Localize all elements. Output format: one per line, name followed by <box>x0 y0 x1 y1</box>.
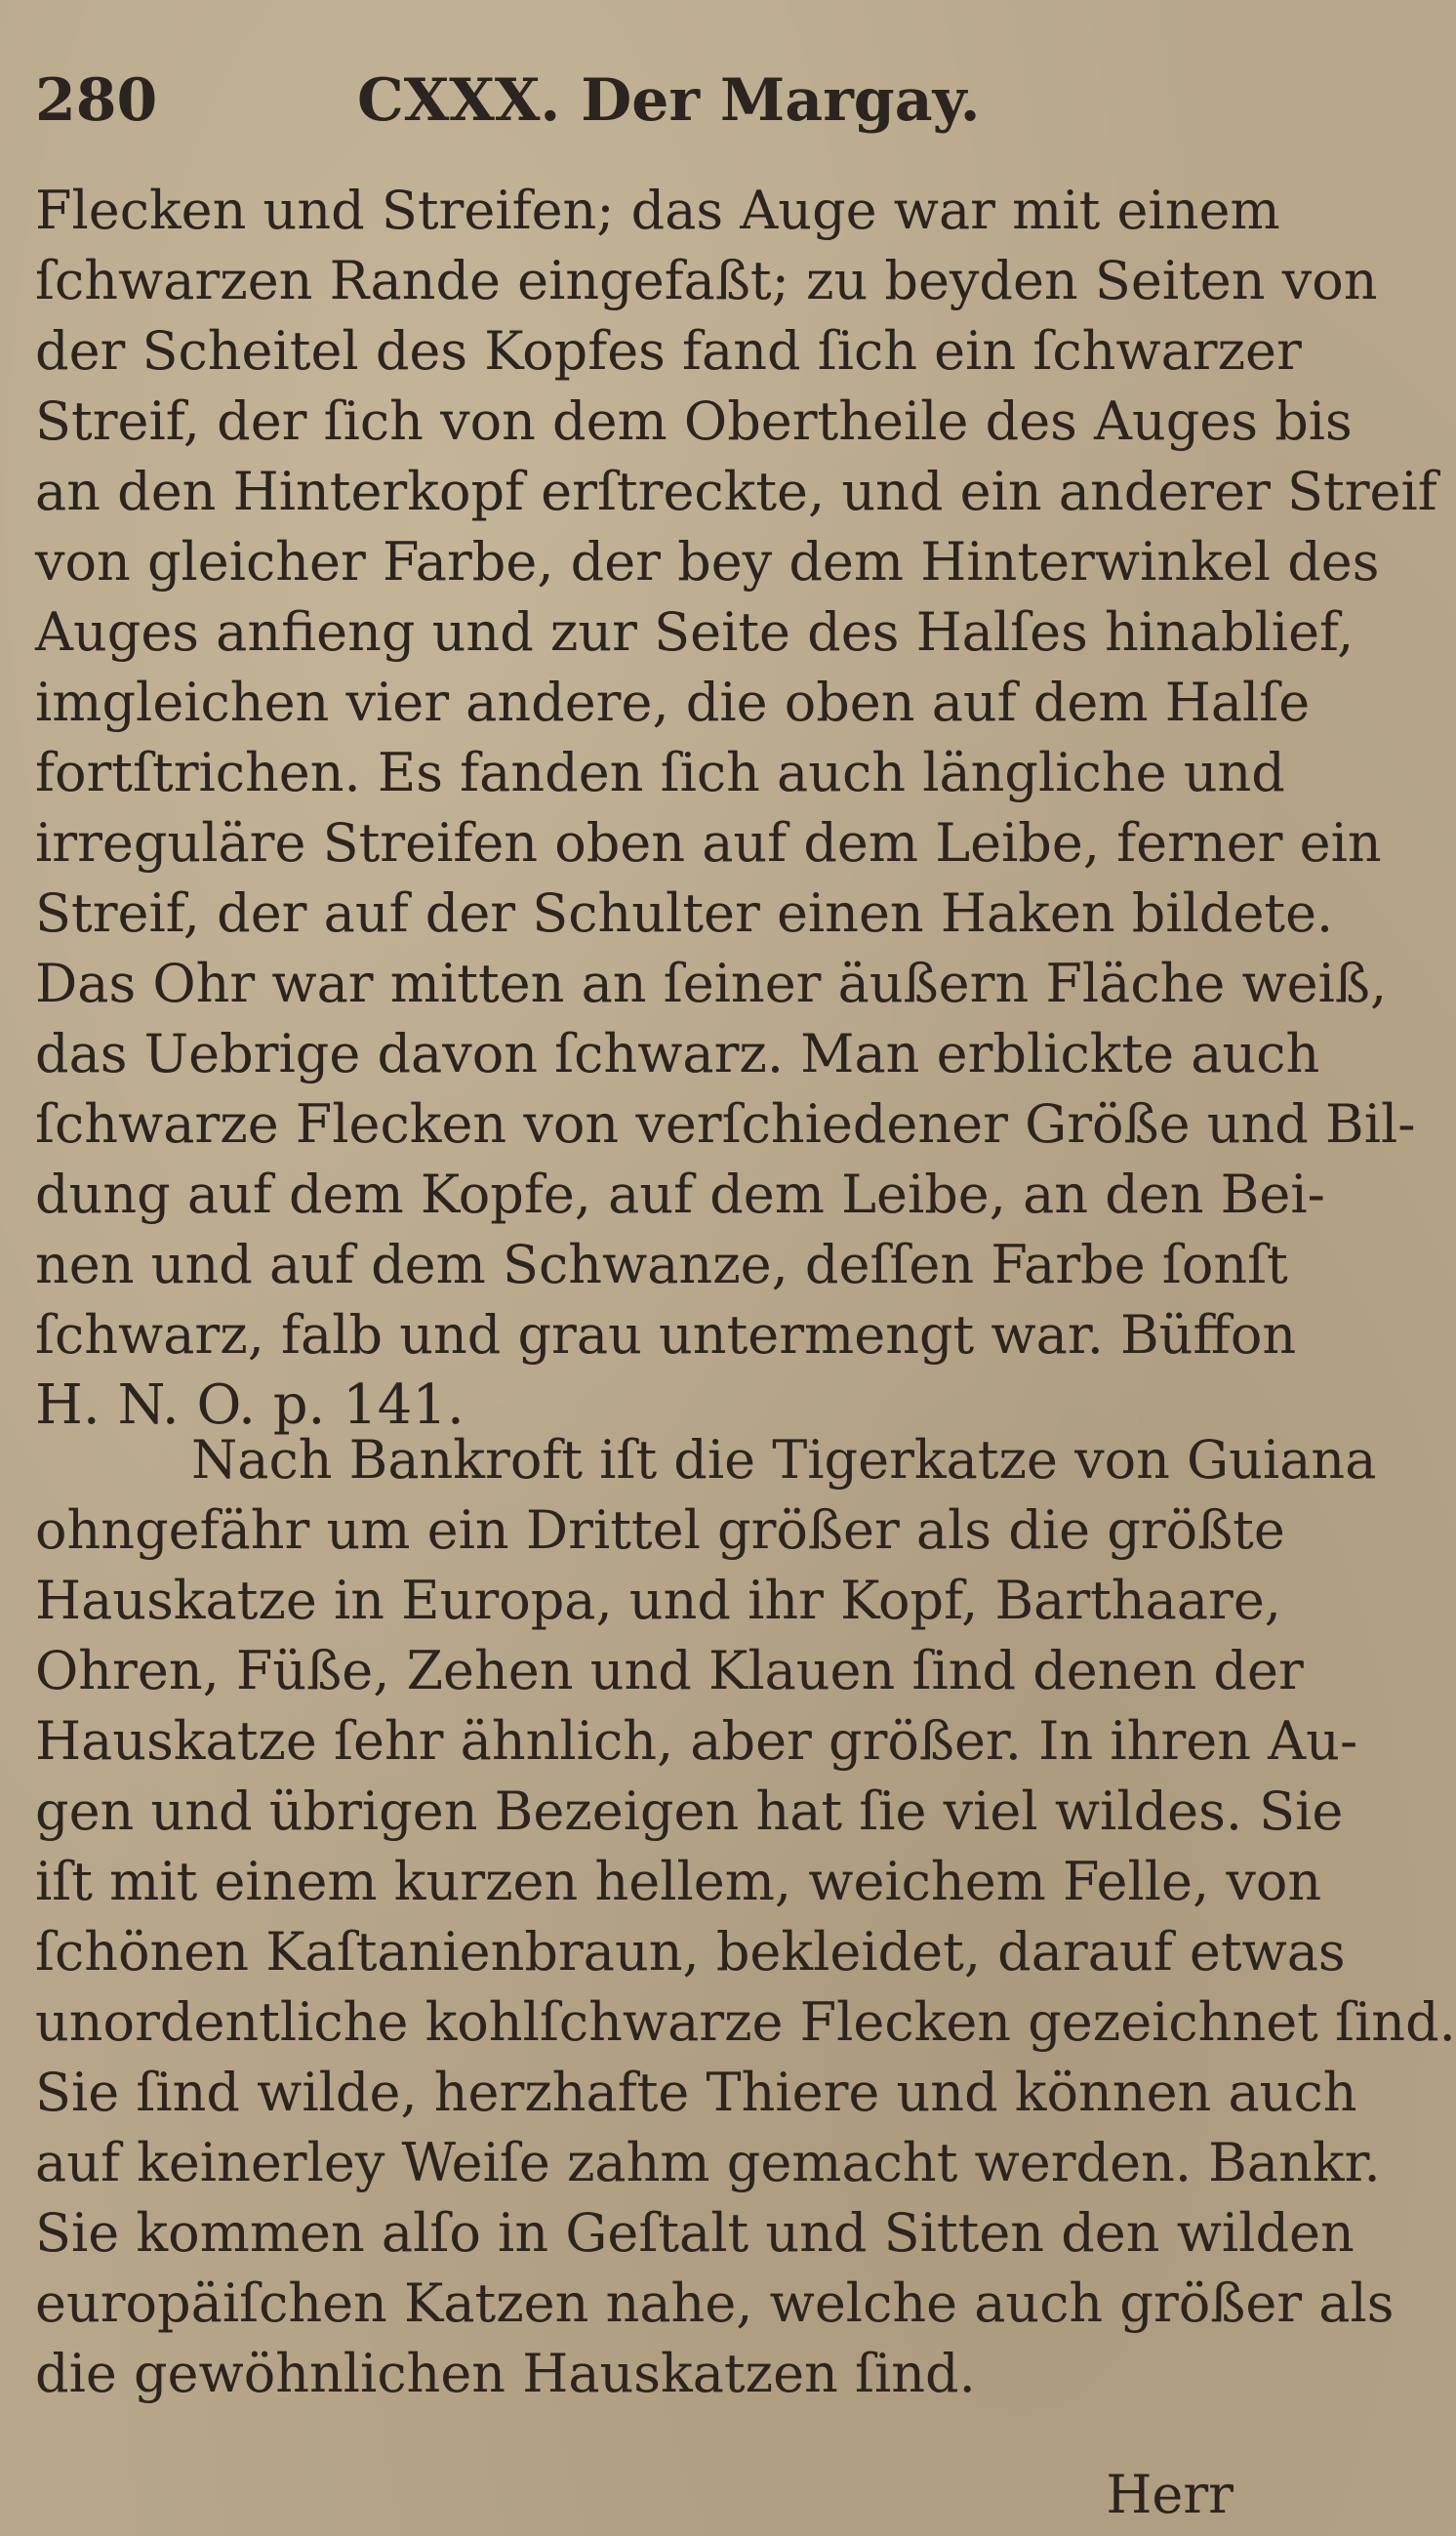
text-line: Hauskatze ſehr ähnlich, aber größer. In ihren Au- <box>35 1710 1358 1772</box>
text-line: auf keinerley Weiſe zahm gemacht werden. Bankr. <box>35 2132 1381 2193</box>
text-line: ſchönen Kaſtanienbraun, bekleidet, darauf etwas <box>35 1921 1346 1983</box>
text-line: Nach Bankroft iſt die Tigerkatze von Guiana <box>191 1429 1377 1491</box>
text-line: Sie ſind wilde, herzhafte Thiere und können auch <box>35 2062 1357 2123</box>
text-line: Flecken und Streifen; das Auge war mit einem <box>35 180 1280 241</box>
text-line: irreguläre Streifen oben auf dem Leibe, ferner ein <box>35 812 1382 874</box>
text-line: Streif, der ſich von dem Obertheile des Auges bis <box>35 390 1353 452</box>
text-line: europäiſchen Katzen nahe, welche auch größer als <box>35 2272 1395 2334</box>
text-line: die gewöhnlichen Hauskatzen ſind. <box>35 2343 976 2404</box>
text-line: iſt mit einem kurzen hellem, weichem Felle, von <box>35 1851 1322 1912</box>
text-line: imgleichen vier andere, die oben auf dem Halſe <box>35 672 1311 733</box>
running-head <box>35 57 1206 144</box>
text-line: unordentliche kohlſchwarze Flecken gezeichnet ſind. <box>35 1991 1456 2053</box>
text-line: Streif, der auf der Schulter einen Haken bildete. <box>35 882 1334 944</box>
text-line: dung auf dem Kopfe, auf dem Leibe, an den Bei- <box>35 1164 1325 1225</box>
text-line: nen und auf dem Schwanze, deſſen Farbe ſonſt <box>35 1234 1288 1295</box>
text-line: an den Hinterkopf erſtreckte, und ein anderer Streif <box>35 461 1437 522</box>
chapter-title: CXXX. Der Margay. <box>357 66 981 135</box>
paragraph-1 <box>35 176 1437 1441</box>
text-line: Das Ohr war mitten an ſeiner äußern Fläche weiß, <box>35 953 1388 1014</box>
text-line: das Uebrige davon ſchwarz. Man erblickte auch <box>35 1023 1320 1084</box>
text-line: Ohren, Füße, Zehen und Klauen ſind denen der <box>35 1640 1304 1701</box>
source-reference: H. N. O. p. 141. <box>35 1373 465 1437</box>
text-line: ſchwarz, falb und grau untermengt war. Büffon <box>35 1304 1297 1366</box>
paragraph-2 <box>35 1425 1456 2409</box>
text-line: Hauskatze in Europa, und ihr Kopf, Barthaare, <box>35 1570 1281 1631</box>
text-line: ohngefähr um ein Drittel größer als die größte <box>35 1499 1285 1561</box>
text-line: Sie kommen alſo in Geſtalt und Sitten den wilden <box>35 2202 1355 2264</box>
text-line: von gleicher Farbe, der bey dem Hinterwinkel des <box>35 531 1380 593</box>
text-line: gen und übrigen Bezeigen hat ſie viel wildes. Sie <box>35 1780 1344 1842</box>
text-line: ſchwarzen Rande eingefaßt; zu beyden Seiten von <box>35 250 1378 311</box>
catchword: Herr <box>1106 2464 1234 2525</box>
text-line: der Scheitel des Kopfes fand ſich ein ſchwarzer <box>35 320 1302 382</box>
text-line: ſchwarze Flecken von verſchiedener Größe und Bil- <box>35 1093 1416 1155</box>
page-number: 280 <box>35 66 158 135</box>
text-line: Auges anfieng und zur Seite des Halſes hinablief, <box>35 601 1355 663</box>
text-line: fortſtrichen. Es fanden ſich auch längliche und <box>35 742 1285 803</box>
